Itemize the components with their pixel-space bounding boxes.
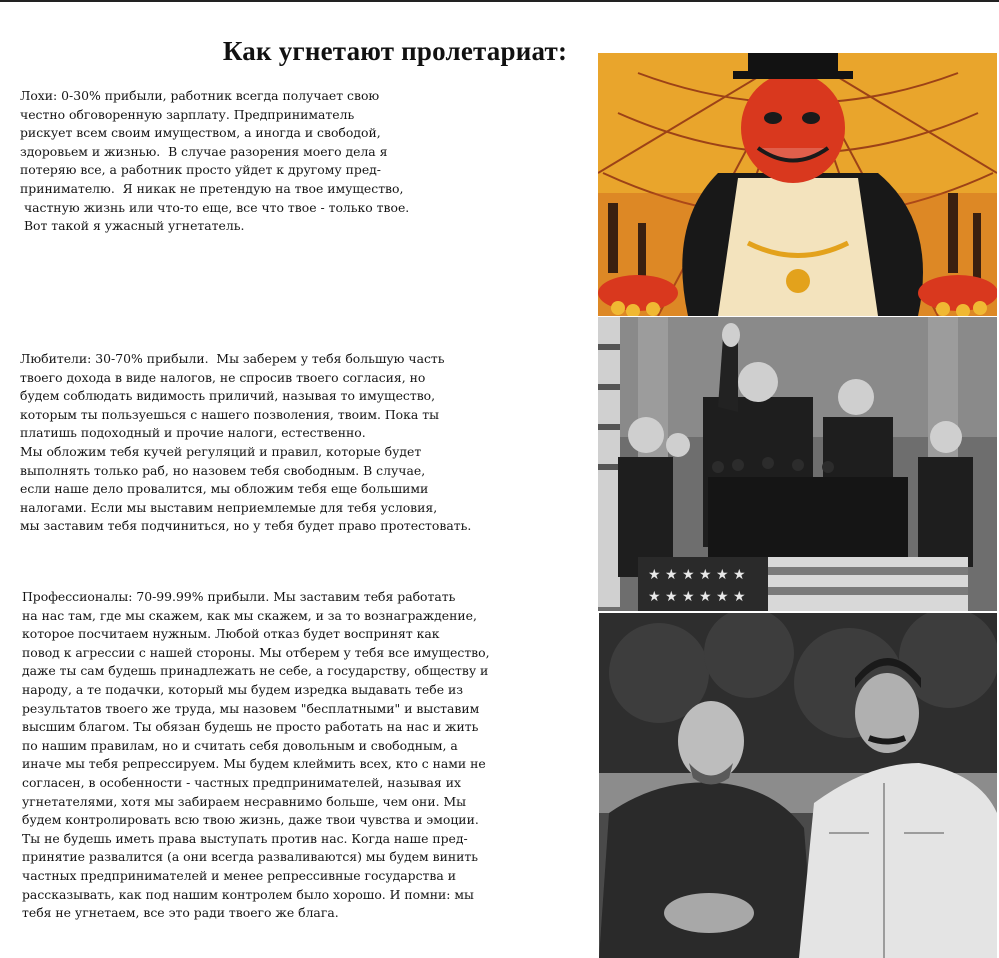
capitalist-caricature-illustration <box>598 53 997 316</box>
top-rule <box>0 0 999 2</box>
politician-speech-podium-photo <box>598 317 997 611</box>
svg-text:★ ★ ★ ★ ★ ★: ★ ★ ★ ★ ★ ★ <box>648 589 746 605</box>
paragraph-amateurs-low: Лохи: 0-30% прибыли, работник всегда получает свою честно обговоренную зарплату. Предприниматель рискует всем своим имуществом, а иногда и свободой, здоровьем и жизнью. В случае разорения моего дела я потеряю все, а работник просто уйдет к другому пред- принимателю. Я никак не претендую на твое имущество, частную жизнь или что-то еще, все что твое - только твое. Вот такой я ужасный угнетатель. <box>20 88 410 234</box>
paragraph-professionals: Профессионалы: 70-99.99% прибыли. Мы заставим тебя работать на нас там, где мы скажем, как мы скажем, и за то вознаграждение, которое посчитаем нужным. Любой отказ будет воспринят как повод к агрессии с нашей стороны. Мы отберем у тебя все имущество, даже ты сам будешь принадлежать не себе, а государству, обществу и народу, а те подачки, который мы будем изредка выдавать тебе из результатов твоего же труда, мы назовем "бесплатными" и выставим высшим благом. Ты обязан будешь не просто работать на нас и жить по нашим правилам, но и считать себя довольным и свободным, а иначе мы тебя репрессируем. Мы будем клеймить всех, кто с нами не согласен, в особенности - частных предпринимателей, называя их угнетателями, хотя мы забираем несравнимо больше, чем они. Мы будем контролировать всю твою жизнь, даже твои чувства и эмоции. Ты не будешь иметь права выступать против нас. Когда наше пред- принятие развалится (а они всегда разваливаются) мы будем винить частных предпринимателей и менее репрессивные государства и рассказывать, как под нашим контролем было хорошо. И помни: мы тебя не угнетаем, все это ради твоего же блага. <box>22 589 490 921</box>
svg-text:★ ★ ★ ★ ★ ★: ★ ★ ★ ★ ★ ★ <box>648 567 746 583</box>
two-seated-men-photo <box>599 613 997 958</box>
page-title: Как угнетают пролетариат: <box>222 36 568 67</box>
paragraph-amateurs-mid: Любители: 30-70% прибыли. Мы заберем у тебя большую часть твоего дохода в виде налогов, не спросив твоего согласия, но будем соблюдать видимость приличий, называя то имущество, которым ты пользуешься с нашего позволения, твоим. Пока ты платишь подоходный и прочие налоги, естественно. Мы обложим тебя кучей регуляций и правил, которые будет выполнять только раб, но назовем тебя свободным. В случае, если наше дело провалится, мы обложим тебя еще большими налогами. Если мы выставим неприемлемые для тебя условия, мы заставим тебя подчиниться, но у тебя будет право протестовать. <box>20 351 472 534</box>
